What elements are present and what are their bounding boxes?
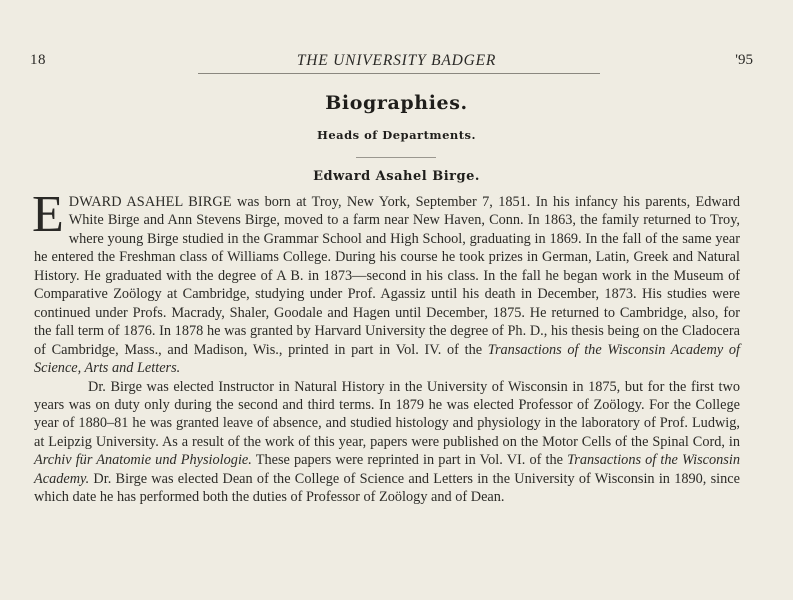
paragraph-1 — [32, 186, 740, 378]
journal-title: Archiv für Anatomie und Physiologie. — [34, 452, 252, 469]
biography-text — [32, 186, 740, 507]
section-title: Biographies. — [325, 92, 468, 114]
running-year: '95 — [735, 52, 753, 68]
drop-cap: E — [32, 186, 64, 243]
section-subtitle: Heads of Departments. — [316, 128, 477, 142]
lead-in-caps: DWARD ASAHEL BIRGE — [68, 194, 232, 210]
divider — [356, 157, 436, 158]
page-number: 18 — [30, 52, 46, 68]
paragraph-2-text-c: Dr. Birge was elected Dean of the College of Science and Letters in the University of Wisconsin in 1890, since which date he has performed both the duties of Professor of Zoölogy and of Dean. — [34, 470, 740, 506]
biography-name: Edward Asahel Birge. — [313, 169, 480, 184]
paragraph-1-text: was born at Troy, New York, September 7, 1851. In his infancy his parents, Edward White Birge and Ann Stevens Birge, moved to a farm near New Haven, Conn. In 1863, the family returned to Troy, where young Birge studied in the Grammar School and High School, graduating in 1869. In the fall of the same year he entered the Freshman class of Williams College. During his course he took prizes in German, Latin, Greek and Natural History. He graduated with the degree of A B. in 1873—second in his class. In the fall he began work in the Museum of Comparative Zoölogy at Cambridge, studying under Prof. Agassiz until his death in December, 1873. His studies were continued under Profs. Macrady, Shaler, Goodale and Hagen until December, 1875. He returned to Cambridge, also, for the fall term of 1876. In 1878 he was granted by Harvard University the degree of Ph. D., his thesis being on the Cladocera of Cambridge, Mass., and Madison, Wis., printed in part in Vol. IV. of the — [34, 194, 740, 358]
paragraph-2-text-a: Dr. Birge was elected Instructor in Natural History in the University of Wisconsin in 1875, but for the first two years was on duty only during the second and third terms. In 1879 he was elected Professor of Zoölogy. For the College year of 1880–81 he was granted leave of absence, and studied histology and physiology in the laboratory of Prof. Ludwig, at Leipzig University. As a result of the work of this year, papers were published on the Motor Cells of the Spinal Cord, in — [34, 378, 740, 450]
header-rule — [198, 73, 600, 74]
paragraph-2-text-b: These papers were reprinted in part in Vol. VI. of the — [251, 452, 568, 469]
running-title: THE UNIVERSITY BADGER — [296, 52, 497, 69]
paragraph-2 — [34, 378, 740, 507]
transactions-title: Transactions of the Wisconsin Academy. — [34, 452, 740, 487]
publication-title: Transactions of the Wisconsin Academy of Science, Arts and Letters. — [34, 341, 740, 377]
